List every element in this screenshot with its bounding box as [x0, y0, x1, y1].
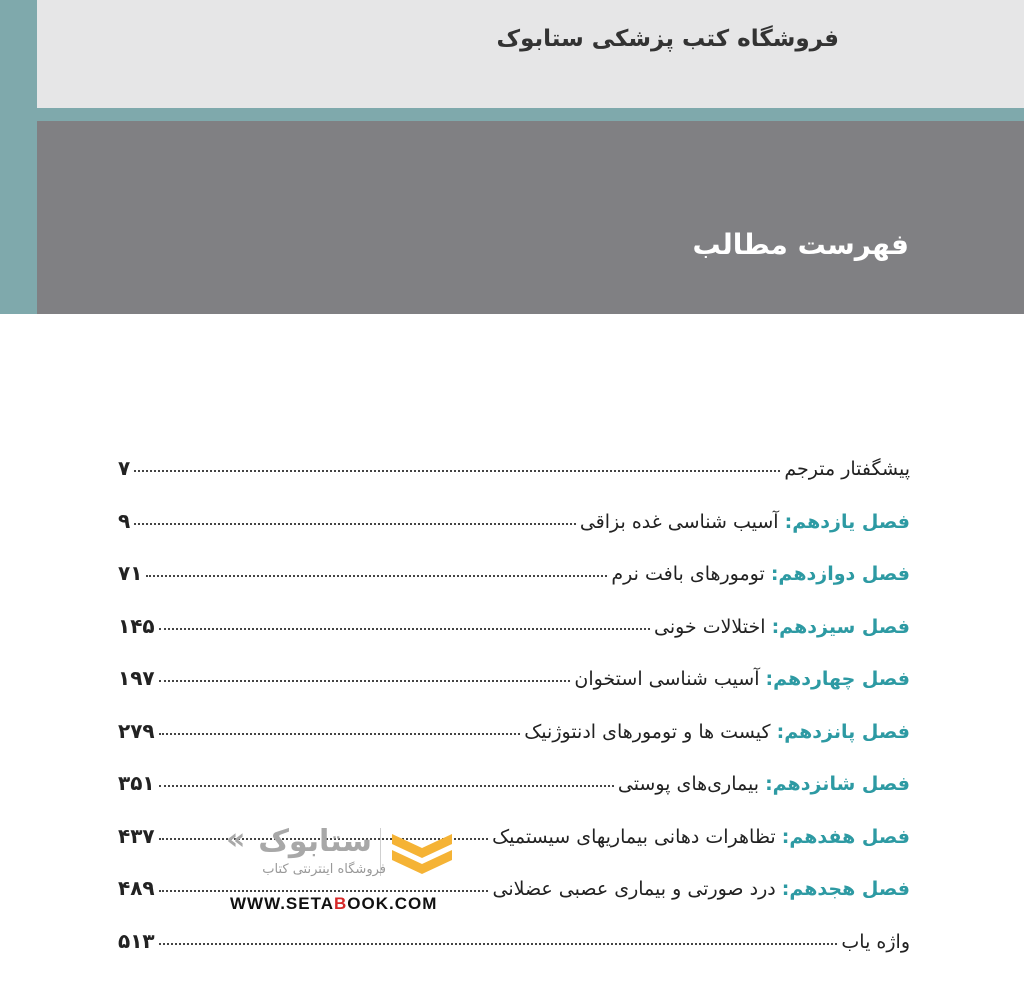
toc-chapter-label: فصل یازدهم: — [785, 511, 910, 533]
toc-entry-title: درد صورتی و بیماری عصبی عضلانی — [492, 878, 775, 900]
toc-entry-title: واژه یاب — [841, 931, 910, 953]
toc-entry-title: کیست ها و تومورهای ادنتوژنیک — [524, 721, 770, 743]
title-band — [37, 121, 1024, 314]
toc-dot-leader — [159, 680, 571, 682]
watermark-logo-name: ستابوک — [222, 824, 372, 859]
toc-entry-title: بیماری‌های پوستی — [618, 773, 759, 795]
watermark-url-suffix: OOK.COM — [347, 894, 437, 913]
toc-dot-leader — [159, 733, 521, 735]
toc-entry-text — [580, 511, 910, 533]
toc-page-number: ۹ — [118, 509, 130, 533]
toc-dot-leader — [159, 943, 838, 945]
toc-entry-title: اختلالات خونی — [654, 616, 766, 638]
toc-chapter-label: فصل هفدهم: — [782, 826, 910, 848]
toc-page-number: ۲۷۹ — [118, 719, 155, 743]
toc-entry[interactable] — [118, 666, 910, 719]
toc-entry[interactable] — [118, 456, 910, 509]
toc-entry-text — [611, 563, 910, 585]
toc-chapter-label: فصل هجدهم: — [782, 878, 910, 900]
toc-chapter-label: فصل سیزدهم: — [772, 616, 910, 638]
toc-entry-text — [492, 826, 910, 848]
toc-entry[interactable] — [118, 614, 910, 667]
toc-page-number: ۱۹۷ — [118, 666, 155, 690]
toc-chapter-label: فصل چهاردهم: — [766, 668, 910, 690]
toc-entry-text — [524, 721, 910, 743]
toc-dot-leader — [134, 470, 780, 472]
toc-dot-leader — [159, 785, 614, 787]
toc-entry[interactable] — [118, 561, 910, 614]
toc-entry-title: آسیب شناسی استخوان — [574, 668, 759, 690]
logo-arrows-icon: « — [226, 822, 245, 857]
toc-entry[interactable] — [118, 509, 910, 562]
toc-entry-title: پیشگفتار مترجم — [784, 458, 910, 480]
toc-entry-text — [784, 458, 910, 480]
toc-page-number: ۱۴۵ — [118, 614, 155, 638]
toc-entry-text — [492, 878, 910, 900]
watermark-subtitle: فروشگاه اینترنتی کتاب — [236, 862, 386, 877]
toc-entry-text — [841, 931, 910, 953]
toc-chapter-label: فصل دوازدهم: — [771, 563, 910, 585]
watermark-url-prefix: WWW.SETA — [230, 894, 334, 913]
toc-page-number: ۵۱۳ — [118, 929, 155, 953]
left-accent-bar — [0, 0, 37, 314]
toc-entry[interactable] — [118, 929, 910, 981]
toc-chapter-label: فصل پانزدهم: — [777, 721, 910, 743]
toc-chapter-label: فصل شانزدهم: — [765, 773, 910, 795]
page-title: فهرست مطالب — [693, 228, 909, 261]
store-title: فروشگاه کتب پزشکی ستابوک — [497, 26, 839, 52]
toc-entry-text — [574, 668, 910, 690]
toc-page-number: ۳۵۱ — [118, 771, 155, 795]
toc-page-number: ۴۸۹ — [118, 876, 155, 900]
toc-entry-title: تومورهای بافت نرم — [611, 563, 764, 585]
toc-dot-leader — [159, 628, 650, 630]
watermark-url — [230, 894, 437, 914]
toc-entry[interactable] — [118, 771, 910, 824]
header-band — [37, 0, 1024, 108]
toc-dot-leader — [146, 575, 607, 577]
toc-dot-leader — [134, 523, 576, 525]
book-stack-icon — [387, 830, 457, 880]
toc-page-number: ۷ — [118, 456, 130, 480]
toc-entry-title: تظاهرات دهانی بیماریهای سیستمیک — [492, 826, 776, 848]
watermark — [222, 822, 458, 916]
toc-entry-text — [654, 616, 910, 638]
toc-page-number: ۴۳۷ — [118, 824, 155, 848]
header-divider — [37, 108, 1024, 121]
toc-entry[interactable] — [118, 719, 910, 772]
toc-entry-title: آسیب شناسی غده بزاقی — [580, 511, 779, 533]
toc-page-number: ۷۱ — [118, 561, 142, 585]
watermark-url-accent: B — [334, 894, 347, 913]
toc-entry-text — [618, 773, 910, 795]
